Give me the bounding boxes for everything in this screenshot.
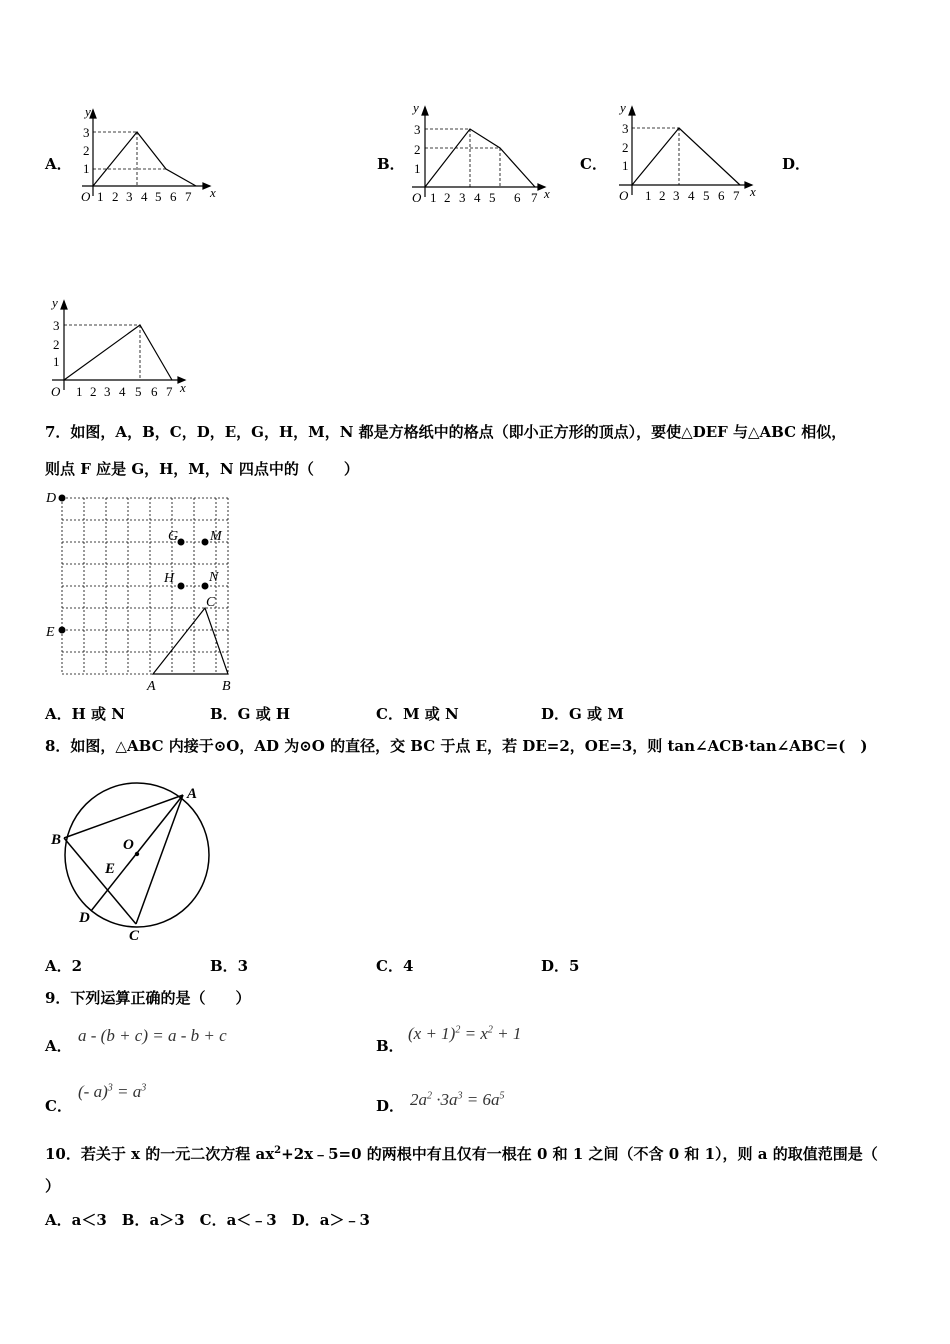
q7-grid-figure xyxy=(40,486,240,696)
q8-option-a: A．2 xyxy=(45,957,83,975)
svg-text:3: 3 xyxy=(53,318,60,333)
q9-formula-a: a - (b + c) = a - b + c xyxy=(78,1026,227,1045)
svg-text:7: 7 xyxy=(531,190,538,205)
svg-text:B: B xyxy=(222,679,231,694)
q8-text: 8．如图，△ABC 内接于⊙O，AD 为⊙O 的直径，交 BC 于点 E，若 DE=2，OE=3，则 tan∠ACB·tan∠ABC=( ) xyxy=(45,737,868,755)
svg-text:B: B xyxy=(51,832,62,848)
svg-text:1: 1 xyxy=(97,189,104,204)
q8-option-d: D．5 xyxy=(541,957,580,975)
q9-formula-b: $(x + 1)^2 = x^2 + 1$ xyxy=(408,1024,522,1043)
svg-text:5: 5 xyxy=(135,384,142,399)
q9-label-d: D． xyxy=(376,1097,405,1115)
svg-text:O: O xyxy=(51,384,61,399)
svg-text:5: 5 xyxy=(155,189,162,204)
svg-text:1: 1 xyxy=(83,161,90,176)
svg-text:4: 4 xyxy=(474,190,481,205)
graph-line xyxy=(425,129,535,187)
q8-option-c: C．4 xyxy=(376,957,414,975)
svg-text:H: H xyxy=(164,571,175,586)
svg-text:O: O xyxy=(412,190,422,205)
svg-text:2: 2 xyxy=(83,143,90,158)
graph-c xyxy=(607,97,767,212)
svg-text:6: 6 xyxy=(151,384,158,399)
svg-text:N: N xyxy=(209,570,219,585)
graph-d xyxy=(40,293,200,403)
svg-text:5: 5 xyxy=(703,188,710,203)
svg-text:D: D xyxy=(79,910,90,926)
svg-text:3: 3 xyxy=(414,122,421,137)
svg-text:y: y xyxy=(52,295,58,310)
svg-text:2: 2 xyxy=(53,337,60,352)
x-axis-arrow xyxy=(203,183,210,189)
svg-text:3: 3 xyxy=(673,188,680,203)
graph-a xyxy=(70,100,225,210)
svg-text:3: 3 xyxy=(83,125,90,140)
svg-text:D: D xyxy=(46,491,57,506)
q9-label-c: C． xyxy=(45,1097,72,1115)
svg-text:4: 4 xyxy=(141,189,148,204)
svg-text:7: 7 xyxy=(166,384,173,399)
graph-b xyxy=(400,97,560,212)
graph-line xyxy=(64,325,172,380)
option-d-label: D． xyxy=(782,155,811,173)
svg-text:2: 2 xyxy=(112,189,119,204)
svg-text:1: 1 xyxy=(414,161,421,176)
svg-text:1: 1 xyxy=(76,384,83,399)
svg-text:3: 3 xyxy=(622,121,629,136)
q10-options: A．a＜3 B．a＞3 C．a＜﹣3 D．a＞﹣3 xyxy=(45,1211,370,1229)
svg-text:6: 6 xyxy=(718,188,725,203)
point-e xyxy=(59,627,66,634)
svg-text:7: 7 xyxy=(733,188,740,203)
svg-text:1: 1 xyxy=(53,354,60,369)
q9-text: 9．下列运算正确的是（ ） xyxy=(45,989,251,1007)
svg-text:1: 1 xyxy=(645,188,652,203)
point-g xyxy=(178,539,185,546)
origin-label: O xyxy=(81,189,91,204)
svg-text:4: 4 xyxy=(119,384,126,399)
q9-label-b: B． xyxy=(376,1037,404,1055)
y-axis-arrow xyxy=(90,110,96,118)
point-d xyxy=(59,495,66,502)
svg-text:2: 2 xyxy=(622,140,629,155)
point-n xyxy=(202,583,209,590)
q9-formula-d: $2a^2 \cdot 3a^3 = 6a^5$ xyxy=(410,1090,505,1109)
point-m xyxy=(202,539,209,546)
svg-text:2: 2 xyxy=(444,190,451,205)
q10-text-line1: 10．若关于 x 的一元二次方程 $ax^2+2x﹣5=0$ 的两根中有且仅有一根在 0 和 1 之间（不含 0 和 1），则 a 的取值范围是（ xyxy=(45,1145,878,1163)
x-label: x xyxy=(210,185,216,200)
svg-text:O: O xyxy=(123,837,134,853)
svg-text:x: x xyxy=(544,186,550,201)
center-o xyxy=(135,852,139,856)
svg-text:3: 3 xyxy=(459,190,466,205)
svg-text:C: C xyxy=(129,928,140,944)
graph-line xyxy=(93,132,196,186)
q7-text-line2: 则点 F 应是 G，H，M，N 四点中的（ ） xyxy=(45,460,359,478)
triangle-abc xyxy=(153,608,228,674)
option-a-label: A． xyxy=(45,155,72,173)
svg-text:E: E xyxy=(105,861,116,877)
q7-option-d: D．G 或 M xyxy=(541,705,624,723)
q7-option-c: C．M 或 N xyxy=(376,705,459,723)
q7-option-b: B．G 或 H xyxy=(210,705,291,723)
svg-text:x: x xyxy=(180,380,186,395)
svg-text:3: 3 xyxy=(126,189,133,204)
graph-line xyxy=(632,128,740,185)
svg-text:M: M xyxy=(210,529,222,544)
svg-text:G: G xyxy=(168,529,179,544)
svg-text:C: C xyxy=(206,595,216,610)
point-h xyxy=(178,583,185,590)
svg-text:1: 1 xyxy=(430,190,437,205)
svg-text:A: A xyxy=(147,679,156,694)
svg-text:3: 3 xyxy=(104,384,111,399)
q10-text-line2: ） xyxy=(45,1177,61,1195)
svg-text:2: 2 xyxy=(414,142,421,157)
svg-text:6: 6 xyxy=(514,190,521,205)
q8-option-b: B．3 xyxy=(210,957,249,975)
q8-circle-figure xyxy=(45,778,225,948)
svg-text:y: y xyxy=(413,100,419,115)
q7-text-line1: 7．如图，A，B，C，D，E，G，H，M，N 都是方格纸中的格点（即小正方形的顶点），要使△DEF 与△ABC 相似， xyxy=(45,423,847,441)
q9-formula-c: (- $a)^3 = a^3$ xyxy=(78,1082,147,1101)
svg-text:x: x xyxy=(750,184,756,199)
option-c-label: C． xyxy=(580,155,607,173)
svg-text:2: 2 xyxy=(90,384,97,399)
svg-text:E: E xyxy=(46,625,55,640)
y-label: y xyxy=(85,104,91,119)
svg-text:5: 5 xyxy=(489,190,496,205)
svg-text:y: y xyxy=(620,100,626,115)
svg-text:A: A xyxy=(187,786,198,802)
svg-text:7: 7 xyxy=(185,189,192,204)
svg-text:6: 6 xyxy=(170,189,177,204)
svg-text:2: 2 xyxy=(659,188,666,203)
option-b-label: B． xyxy=(377,155,405,173)
q9-label-a: A． xyxy=(45,1037,72,1055)
q7-option-a: A．H 或 N xyxy=(45,705,125,723)
svg-text:O: O xyxy=(619,188,629,203)
svg-text:4: 4 xyxy=(688,188,695,203)
svg-text:1: 1 xyxy=(622,158,629,173)
